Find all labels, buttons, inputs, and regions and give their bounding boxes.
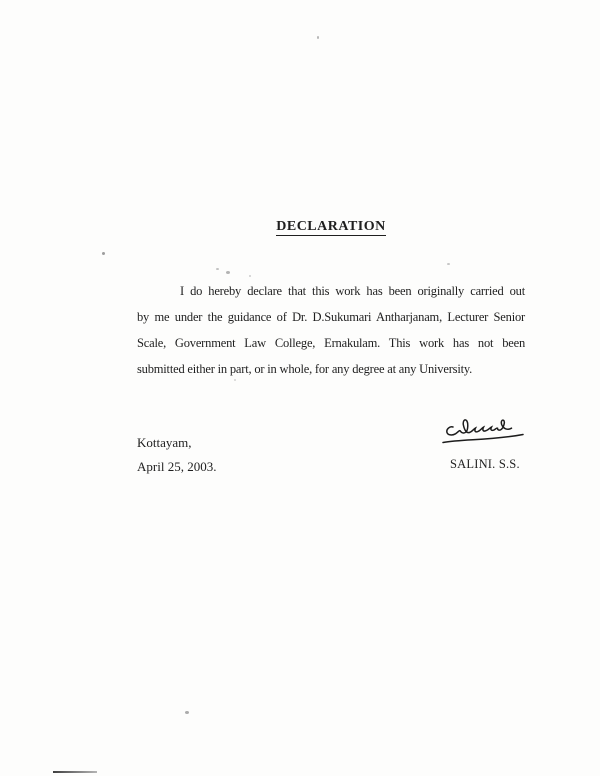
scan-speckle — [216, 268, 219, 270]
declaration-paragraph — [137, 278, 525, 382]
paragraph-line: Scale, Government Law College, Ernakulam. This work has not been — [137, 336, 525, 350]
signatory-name: SALINI. S.S. — [450, 457, 520, 471]
scan-speckle — [226, 271, 230, 274]
place-line: Kottayam, — [137, 435, 192, 450]
declaration-title-text: DECLARATION — [276, 219, 386, 234]
declaration-title — [137, 219, 525, 235]
scan-speckle — [234, 379, 236, 381]
scan-speckle — [185, 711, 189, 714]
scan-speckle — [102, 252, 105, 255]
scan-artifact-line — [53, 771, 97, 773]
paragraph-line: by me under the guidance of Dr. D.Sukumari Antharjanam, Lecturer Senior — [137, 310, 525, 324]
scan-speckle — [447, 263, 450, 265]
date-line: April 25, 2003. — [137, 459, 217, 474]
paragraph-line: submitted either in part, or in whole, for any degree at any University. — [137, 362, 473, 376]
signature-scrawl-graphic — [439, 416, 531, 447]
scan-speckle — [317, 36, 319, 39]
paragraph-line: I do hereby declare that this work has been originally carried out — [180, 284, 525, 298]
handwritten-signature — [439, 416, 531, 447]
scan-speckle — [249, 275, 251, 277]
